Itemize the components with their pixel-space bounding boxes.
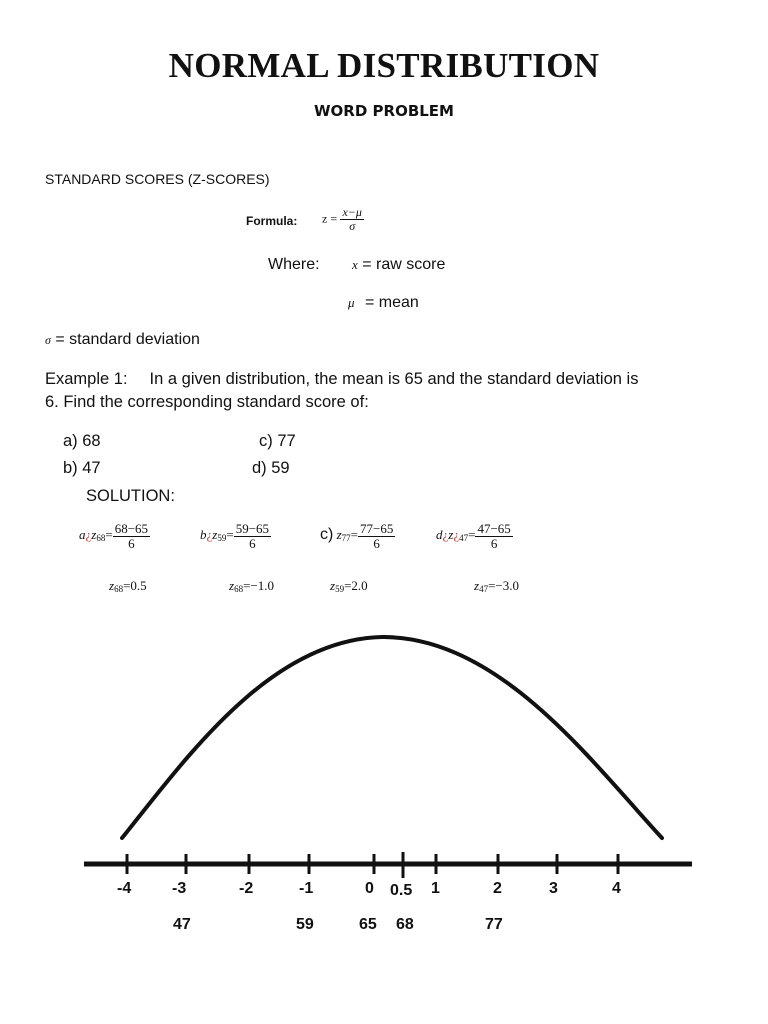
solution-d-glyph2: ¿ bbox=[453, 527, 460, 543]
solution-b-numerator: 59−65 bbox=[235, 521, 270, 536]
solution-a-var: z bbox=[91, 527, 97, 543]
example-line1: In a given distribution, the mean is 65 and the standard deviation is bbox=[149, 370, 639, 388]
sigma-text: = standard deviation bbox=[55, 331, 200, 348]
raw-score-label: 77 bbox=[485, 916, 503, 933]
solution-a-prefix: a bbox=[79, 527, 86, 543]
z-tick-label: 1 bbox=[431, 880, 440, 897]
solution-a-glyph: ¿ bbox=[85, 527, 92, 543]
solution-b: $b¿z_{59}=$ $\frac{59-65}{6}$ bbox=[200, 521, 270, 551]
z-tick-label: 3 bbox=[549, 880, 558, 897]
solution-label: SOLUTION: bbox=[86, 487, 175, 505]
example-line2: 6. Find the corresponding standard score of: bbox=[45, 393, 369, 411]
raw-score-label: 65 bbox=[359, 916, 377, 933]
formula-label: Formula: bbox=[246, 214, 298, 228]
solution-a-numerator: 68−65 bbox=[114, 521, 149, 536]
result-c-var: z bbox=[330, 578, 336, 593]
option-a: a) 68 bbox=[63, 432, 101, 450]
solution-d-denominator: 6 bbox=[490, 535, 498, 551]
result-d-sub: 47 bbox=[479, 584, 489, 594]
solution-b-sub: 59 bbox=[217, 533, 227, 544]
solution-c: c) $z_{77}=$ $\frac{77-65}{6}$ bbox=[320, 521, 394, 551]
result-d-value: =−3.0 bbox=[488, 578, 519, 593]
raw-score-label: 47 bbox=[173, 916, 191, 933]
result-b-var: z bbox=[229, 578, 235, 593]
raw-score-label: 59 bbox=[296, 916, 314, 933]
z-tick-label: 0.5 bbox=[390, 882, 413, 899]
solution-b-prefix: b bbox=[200, 527, 207, 543]
result-a-sub: 68 bbox=[114, 584, 124, 594]
z-tick-label: -3 bbox=[172, 880, 187, 897]
solution-a-sub: 68 bbox=[96, 533, 106, 544]
result-c-value: =2.0 bbox=[344, 578, 368, 593]
solution-d-sub: 47 bbox=[459, 533, 469, 544]
solution-d-prefix: d bbox=[436, 527, 443, 543]
example-label: Example 1: bbox=[45, 370, 128, 388]
solution-c-sub: 77 bbox=[341, 533, 351, 544]
z-tick-label: 2 bbox=[493, 880, 502, 897]
solution-c-denominator: 6 bbox=[373, 535, 380, 551]
solution-a-denominator: 6 bbox=[128, 535, 135, 551]
option-b: b) 47 bbox=[63, 459, 101, 477]
where-label: Where: bbox=[268, 256, 320, 273]
page-subtitle: WORD PROBLEM bbox=[314, 102, 454, 120]
z-tick-label: -4 bbox=[117, 880, 132, 897]
page-title: NORMAL DISTRIBUTION bbox=[168, 46, 600, 85]
bell-curve bbox=[122, 637, 662, 838]
x-text: = raw score bbox=[362, 256, 446, 273]
formula-denominator: σ bbox=[349, 218, 356, 233]
z-tick-label: -2 bbox=[239, 880, 254, 897]
z-tick-label: 0 bbox=[365, 880, 374, 897]
solution-a: $a¿z_{68}=$ $\frac{68-65}{6}$ bbox=[79, 521, 149, 551]
solution-c-prefix: c) bbox=[320, 526, 334, 544]
result-b-sub: 68 bbox=[234, 584, 244, 594]
solution-c-var: z bbox=[336, 527, 342, 543]
formula-numerator: x−μ bbox=[342, 205, 362, 219]
option-c: c) 77 bbox=[259, 432, 296, 450]
solution-d-numerator: 47−65 bbox=[477, 521, 511, 536]
solution-d: $d¿z¿_{47}=$ $\frac{47-65}{6}$ bbox=[436, 521, 511, 551]
z-tick-label: -1 bbox=[299, 880, 314, 897]
option-d: d) 59 bbox=[252, 459, 290, 477]
result-a-var: z bbox=[109, 578, 115, 593]
solution-b-glyph: ¿ bbox=[206, 527, 213, 543]
section-heading: STANDARD SCORES (Z-SCORES) bbox=[45, 171, 270, 187]
result-d-var: z bbox=[474, 578, 480, 593]
formula-lhs: z = bbox=[322, 211, 338, 226]
result-b-value: =−1.0 bbox=[243, 578, 274, 593]
result-c-sub: 59 bbox=[335, 584, 345, 594]
mu-symbol: μ bbox=[348, 295, 355, 310]
result-a-value: =0.5 bbox=[123, 578, 147, 593]
mu-text: = mean bbox=[364, 294, 419, 311]
solution-d-glyph: ¿ bbox=[442, 527, 449, 543]
z-tick-label: 4 bbox=[612, 880, 621, 897]
x-symbol: x bbox=[352, 257, 358, 272]
sigma-symbol: σ bbox=[45, 333, 51, 347]
raw-score-label: 68 bbox=[396, 916, 414, 933]
solution-c-numerator: 77−65 bbox=[359, 521, 394, 536]
solution-b-var: z bbox=[212, 527, 218, 543]
solution-d-var: z bbox=[448, 527, 454, 543]
solution-b-denominator: 6 bbox=[249, 535, 256, 551]
